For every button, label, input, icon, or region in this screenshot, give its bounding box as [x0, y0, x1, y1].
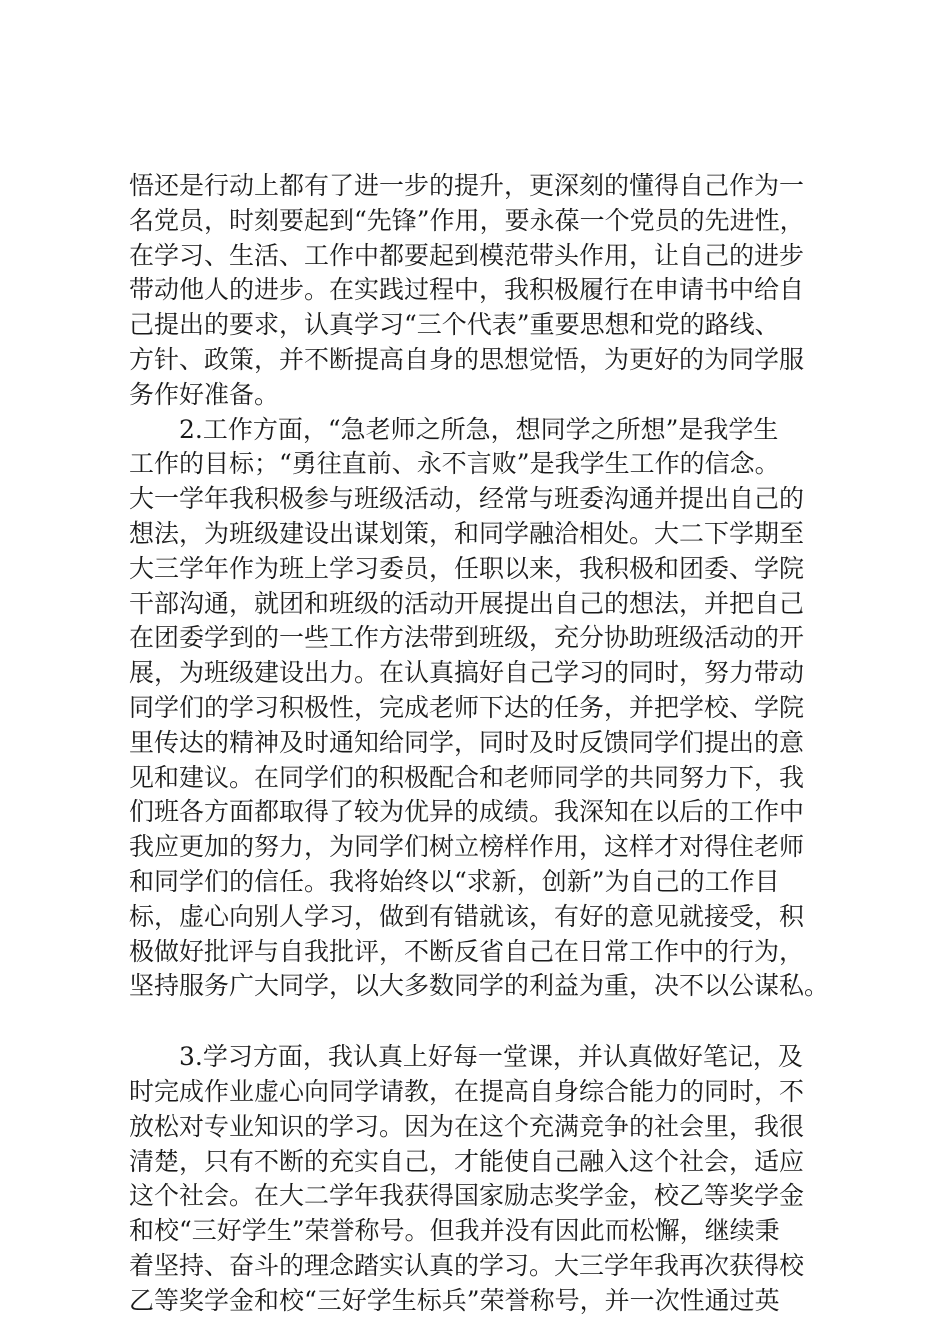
text-line: 2.工作方面，“急老师之所急，想同学之所想”是我学生: [179, 414, 779, 444]
text-line: 乙等奖学金和校“三好学生标兵”荣誉称号，并一次性通过英: [129, 1285, 780, 1315]
text-line: 们班各方面都取得了较为优异的成绩。我深知在以后的工作中: [129, 797, 805, 827]
document-body: [129, 169, 849, 1319]
text-line: 我应更加的努力，为同学们树立榜样作用，这样才对得住老师: [129, 832, 805, 862]
text-line: 标，虚心向别人学习，做到有错就该，有好的意见就接受，积: [129, 901, 805, 931]
text-line: 悟还是行动上都有了进一步的提升，更深刻的懂得自己作为一: [129, 171, 805, 200]
text-line: 里传达的精神及时通知给同学，同时及时反馈同学们提出的意: [129, 727, 805, 757]
text-line: 清楚，只有不断的充实自己，才能使自己融入这个社会，适应: [129, 1146, 805, 1176]
paragraph-study: [129, 1040, 849, 1318]
paragraph-gap: [129, 1004, 849, 1040]
text-line: 在学习、生活、工作中都要起到模范带头作用，让自己的进步: [129, 240, 805, 270]
text-line: 时完成作业虚心向同学请教，在提高自身综合能力的同时，不: [129, 1076, 805, 1106]
text-line: 极做好批评与自我批评，不断反省自己在日常工作中的行为，: [129, 936, 805, 966]
paragraph-work: [129, 413, 849, 1005]
text-line: 干部沟通，就团和班级的活动开展提出自己的想法，并把自己: [129, 588, 805, 618]
text-line: 想法，为班级建设出谋划策，和同学融洽相处。大二下学期至: [129, 518, 805, 548]
paragraph-party-member: [129, 169, 849, 413]
text-line: 和校“三好学生”荣誉称号。但我并没有因此而松懈，继续秉: [129, 1216, 780, 1246]
text-line: 3.学习方面，我认真上好每一堂课，并认真做好笔记，及: [179, 1042, 803, 1072]
text-line: 己提出的要求，认真学习“三个代表”重要思想和党的路线、: [129, 310, 780, 340]
text-line: 这个社会。在大二学年我获得国家励志奖学金，校乙等奖学金: [129, 1181, 805, 1211]
text-line: 展，为班级建设出力。在认真搞好自己学习的同时，努力带动: [129, 658, 805, 688]
text-line: 方针、政策，并不断提高自身的思想觉悟，为更好的为同学服: [129, 344, 805, 374]
text-line: 大三学年作为班上学习委员，任职以来，我积极和团委、学院: [129, 553, 805, 583]
text-line: 务作好准备。: [129, 379, 280, 409]
text-line: 工作的目标；“勇往直前、永不言败”是我学生工作的信念。: [129, 449, 780, 479]
text-line: 着坚持、奋斗的理念踏实认真的学习。大三学年我再次获得校: [129, 1250, 805, 1280]
text-line: 名党员，时刻要起到“先锋”作用，要永葆一个党员的先进性，: [129, 205, 805, 235]
text-line: 带动他人的进步。在实践过程中，我积极履行在申请书中给自: [129, 275, 805, 305]
text-line: 放松对专业知识的学习。因为在这个充满竞争的社会里，我很: [129, 1111, 805, 1141]
text-line: 见和建议。在同学们的积极配合和老师同学的共同努力下，我: [129, 762, 805, 792]
text-line: 和同学们的信任。我将始终以“求新，创新”为自己的工作目: [129, 866, 780, 896]
text-line: 同学们的学习积极性，完成老师下达的任务，并把学校、学院: [129, 692, 805, 722]
text-line: 大一学年我积极参与班级活动，经常与班委沟通并提出自己的: [129, 484, 805, 514]
text-line: 在团委学到的一些工作方法带到班级，充分协助班级活动的开: [129, 623, 805, 653]
text-line: 坚持服务广大同学，以大多数同学的利益为重，决不以公谋私。: [129, 971, 830, 1001]
